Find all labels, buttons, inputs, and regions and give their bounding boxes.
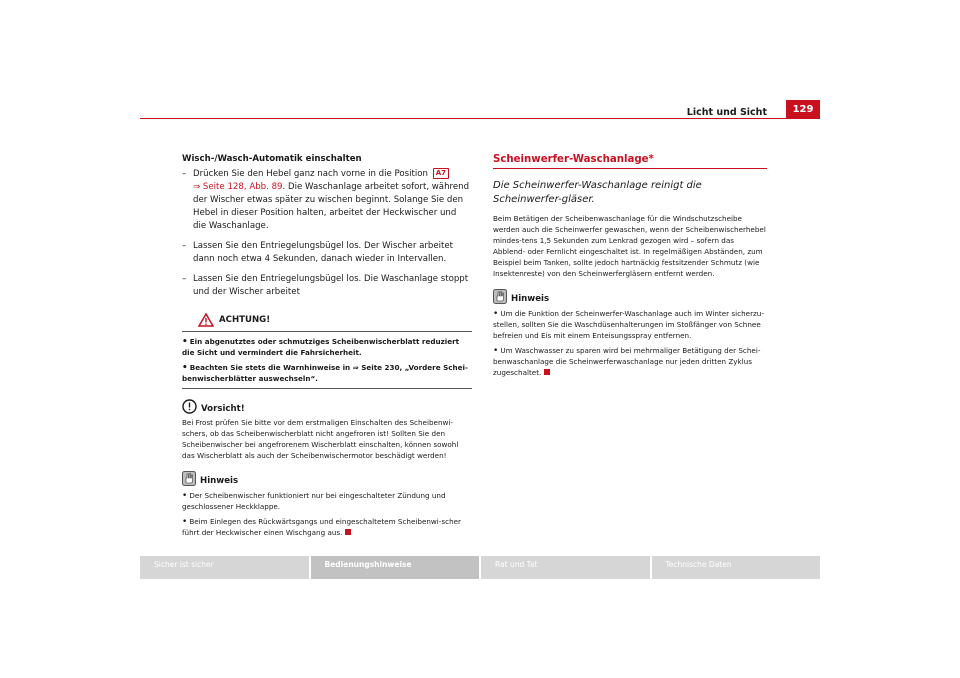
tab-rat-und-tat[interactable]: Rat und Tat xyxy=(481,556,650,579)
note-hand-icon xyxy=(493,289,507,304)
note-item: • Beim Einlegen des Rückwärtsgangs und eingeschaltetem Scheibenwi-scher führt der Heckwischer einen Wischgang aus. xyxy=(182,517,462,537)
tab-technische-daten[interactable]: Technische Daten xyxy=(652,556,821,579)
subheading: Wisch-/Wasch-Automatik einschalten xyxy=(182,154,362,164)
header-divider xyxy=(140,118,820,119)
position-badge: A7 xyxy=(433,168,449,179)
section-end-mark xyxy=(544,369,550,375)
warning-box xyxy=(182,313,472,389)
page-reference-link[interactable]: ⇒ Seite 128, Abb. 89 xyxy=(193,182,283,192)
step-item: – Lassen Sie den Entriegelungsbügel los. Der Wischer arbeitet dann noch etwa 4 Sekunden, danach wieder in Intervallen. xyxy=(182,241,454,264)
note-hand-icon xyxy=(182,471,196,486)
note-item: • Um die Funktion der Scheinwerfer-Waschanlage auch im Winter sicherzu-stellen, sollten Sie die Waschdüsenhalterungen im Stoßfänger von Schnee befreien und Eis mit einem Enteisungsspray entfernen. xyxy=(493,309,764,340)
page-header-title: Licht und Sicht xyxy=(686,107,767,118)
warning-title: ACHTUNG! xyxy=(219,315,271,325)
note-title: Hinweis xyxy=(511,294,550,304)
footer-nav xyxy=(140,556,820,579)
section-intro: Die Scheinwerfer-Waschanlage reinigt die Scheinwerfer-gläser. xyxy=(493,180,702,205)
note-item: • Der Scheibenwischer funktioniert nur bei eingeschalteter Zündung und geschlossener Heckklappe. xyxy=(182,491,446,511)
caution-text: Bei Frost prüfen Sie bitte vor dem erstmaligen Einschalten des Scheibenwi-schers, ob das Scheibenwischerblatt nicht angefroren ist! Sollten Sie den Scheibenwischer bei angefrorenem Wischerblatt einschalten, können sowohl das Wischerblatt als auch der Scheibenwischermotor beschädigt werden! xyxy=(182,418,459,460)
note-header xyxy=(182,471,472,486)
left-column xyxy=(182,154,472,538)
section-end-mark xyxy=(345,529,351,535)
step-item: – Drücken Sie den Hebel ganz nach vorne in die Position A7 ⇒ Seite 128, Abb. 89. Die Waschanlage arbeitet sofort, während der Wischer etwas später zu wischen beginnt. Solange Sie den Hebel in dieser Position halten, arbeitet der Heckwischer und die Waschanlage. xyxy=(182,169,470,231)
section-body: Beim Betätigen der Scheibenwaschanlage für die Windschutzscheibe werden auch die Scheinwerfer gewaschen, wenn der Scheibenwischerhebel mindes-tens 1,5 Sekunden zum Lenkrad gezogen wird – sofern das Abblend- oder Fernlicht eingeschaltet ist. In regelmäßigen Abständen, zum Beispiel beim Tanken, sollte jedoch hartnäckig festsitzender Schmutz (wie Insektenreste) von den Scheinwerfergläsern entfernt werden. xyxy=(493,214,766,278)
note-title: Hinweis xyxy=(200,476,239,486)
note-item: • Um Waschwasser zu sparen wird bei mehrmaliger Betätigung der Schei-benwaschanlage die Scheinwerferwaschanlage nur jeden dritten Zyklus zugeschaltet. xyxy=(493,346,761,377)
warning-item: • Ein abgenutztes oder schmutziges Scheibenwischerblatt reduziert die Sicht und vermindert die Fahrsicherheit. xyxy=(182,337,460,357)
warning-item: • Beachten Sie stets die Warnhinweise in ⇒ Seite 230, „Vordere Schei-benwischerblätter auswechseln“. xyxy=(182,363,468,383)
warning-triangle-icon xyxy=(198,313,214,327)
page-number: 129 xyxy=(786,100,820,119)
tab-bedienungshinweise[interactable]: Bedienungshinweise xyxy=(311,556,480,579)
section-title: Scheinwerfer-Waschanlage* xyxy=(493,154,767,169)
caution-title: Vorsicht! xyxy=(201,404,245,414)
right-column xyxy=(493,154,767,378)
caution-header xyxy=(182,399,472,414)
tab-sicher-ist-sicher[interactable]: Sicher ist sicher xyxy=(140,556,309,579)
note-header xyxy=(493,289,767,304)
caution-icon xyxy=(182,399,197,414)
step-item: – Lassen Sie den Entriegelungsbügel los. Die Waschanlage stoppt und der Wischer arbeitet xyxy=(182,274,469,297)
warning-header xyxy=(182,313,472,332)
